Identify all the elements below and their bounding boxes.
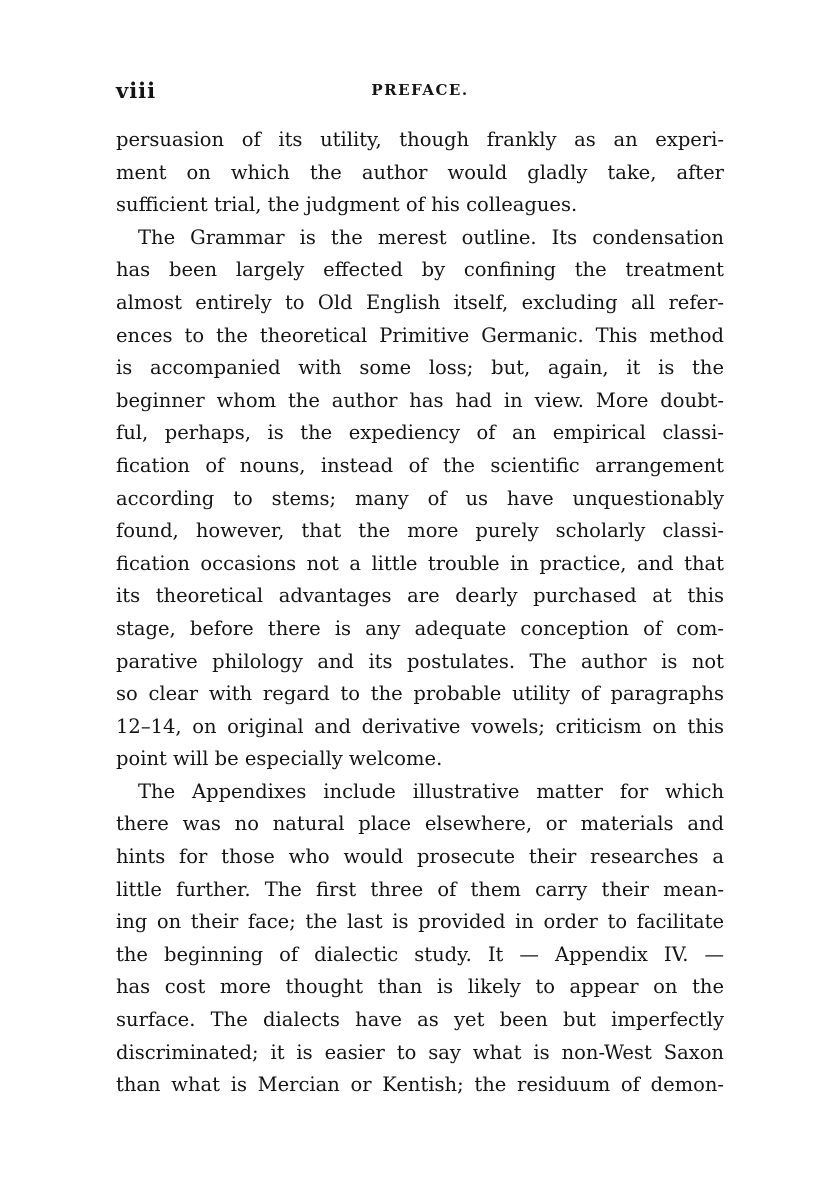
text-line: surface. The dialects have as yet been but imperfectly: [116, 1008, 724, 1032]
text-line: fication occasions not a little trouble in practice, and that: [116, 551, 724, 575]
text-line: sufficient trial, the judgment of his colleagues.: [116, 193, 578, 217]
text-line: ing on their face; the last is provided in order to facilitate: [116, 910, 724, 934]
text-line: so clear with regard to the probable utility of paragraphs: [116, 682, 724, 706]
text-line: has cost more thought than is likely to appear on the: [116, 975, 724, 999]
text-line: 12–14, on original and derivative vowels; criticism on this: [116, 714, 724, 738]
text-line: found, however, that the more purely scholarly classi-: [116, 519, 724, 543]
text-line: point will be especially welcome.: [116, 747, 443, 771]
text-line: according to stems; many of us have unquestionably: [116, 486, 724, 510]
text-line: stage, before there is any adequate conception of com-: [116, 616, 724, 640]
text-line: the beginning of dialectic study. It — Appendix IV. —: [116, 942, 724, 966]
text-line: ment on which the author would gladly take, after: [116, 160, 724, 184]
paragraph-continuation: [116, 124, 724, 222]
paragraph-grammar: [116, 222, 724, 776]
paragraph-appendixes: [116, 776, 724, 1102]
text-line: ences to the theoretical Primitive Germanic. This method: [116, 323, 724, 347]
text-line: ful, perhaps, is the expediency of an empirical classi-: [116, 421, 724, 445]
text-line: persuasion of its utility, though frankly as an experi-: [116, 128, 724, 151]
text-line: is accompanied with some loss; but, again, it is the: [116, 356, 724, 380]
text-line: fication of nouns, instead of the scientific arrangement: [116, 453, 724, 477]
text-line: little further. The first three of them carry their mean-: [116, 877, 724, 901]
running-head: [116, 78, 724, 106]
page-number: viii: [116, 78, 157, 103]
text-line: its theoretical advantages are dearly purchased at this: [116, 584, 724, 608]
text-line: hints for those who would prosecute their researches a: [116, 845, 724, 869]
text-line: parative philology and its postulates. The author is not: [116, 649, 724, 673]
running-title: PREFACE.: [371, 81, 469, 99]
body-text: [116, 124, 724, 1102]
text-line: than what is Mercian or Kentish; the residuum of demon-: [116, 1073, 724, 1097]
text-line: The Appendixes include illustrative matter for which: [138, 779, 724, 803]
text-line: beginner whom the author has had in view. More doubt-: [116, 388, 724, 412]
text-line: The Grammar is the merest outline. Its condensation: [138, 225, 724, 249]
text-line: almost entirely to Old English itself, excluding all refer-: [116, 290, 724, 314]
text-line: there was no natural place elsewhere, or materials and: [116, 812, 724, 836]
text-line: has been largely effected by confining the treatment: [116, 258, 724, 282]
text-line: discriminated; it is easier to say what is non-West Saxon: [116, 1040, 724, 1064]
